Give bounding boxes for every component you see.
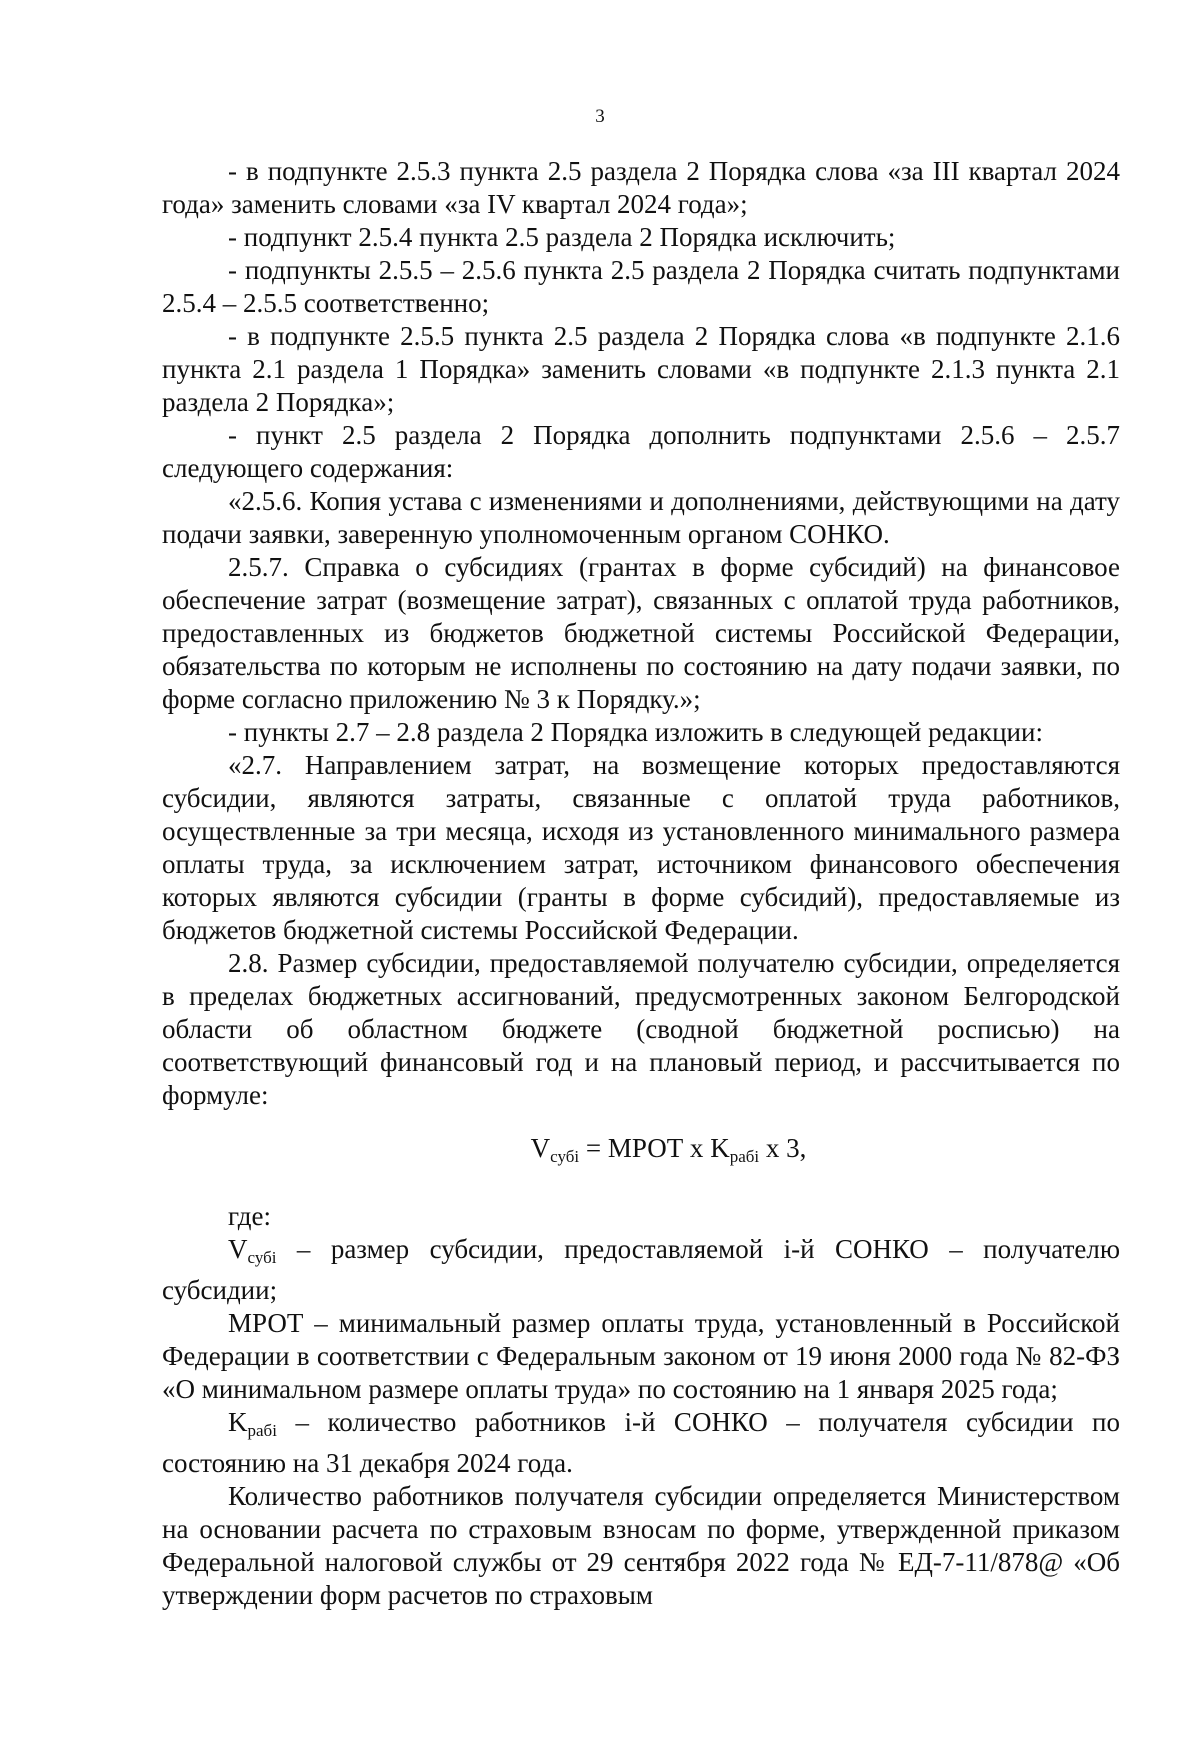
paragraph-supplement-2-5: - пункт 2.5 раздела 2 Порядка дополнить подпунктами 2.5.6 – 2.5.7 следующего содержания: (162, 420, 1120, 483)
paragraph-employee-count: Количество работников получателя субсидии определяется Министерством на основании расчета по страховым взносам по форме, утвержденной приказом Федеральной налоговой службы от 29 сентября 2022 года № ЕД-7-11/878@ «Об утверждении форм расчетов по страховым (162, 1481, 1120, 1610)
def-v-subscript: субi (247, 1248, 277, 1267)
paragraph-2-7: «2.7. Направлением затрат, на возмещение которых предоставляются субсидии, являются затраты, связанные с оплатой труда работников, осуществленные за три месяца, исходя из установленного минимального размера оплаты труда, за исключением затрат, источником финансового обеспечения которых являются субсидии (гранты в форме субсидий), предоставляемые из бюджетов бюджетной системы Российской Федерации. (162, 750, 1120, 945)
formula-v-subscript: субi (550, 1147, 580, 1166)
paragraph-2-8: 2.8. Размер субсидии, предоставляемой получателю субсидии, определяется в пределах бюджетных ассигнований, предусмотренных законом Белгородской области об областном бюджете (сводной бюджетной росписью) на соответствующий финансовый год и на плановый период, и рассчитывается по формуле: (162, 948, 1120, 1110)
subsidy-formula (162, 1132, 1120, 1173)
definition-k-rab (162, 1406, 1120, 1480)
paragraph-amend-2-5-5: - в подпункте 2.5.5 пункта 2.5 раздела 2 Порядка слова «в подпункте 2.1.6 пункта 2.1 раздела 1 Порядка» заменить словами «в подпункте 2.1.3 пункта 2.1 раздела 2 Порядка»; (162, 321, 1120, 417)
formula-k-letter: K (710, 1133, 730, 1163)
definition-mrot: МРОТ – минимальный размер оплаты труда, установленный в Российской Федерации в соответствии с Федеральным законом от 19 июня 2000 года № 82-ФЗ «О минимальном размере оплаты труда» по состоянию на 1 января 2025 года; (162, 1308, 1120, 1404)
def-v-text: – размер субсидии, предоставляемой i-й СОНКО – получателю субсидии; (162, 1234, 1120, 1305)
definition-v-sub (162, 1233, 1120, 1307)
def-k-text: – количество работников i-й СОНКО – получателя субсидии по состоянию на 31 декабря 2024 года. (162, 1407, 1120, 1478)
def-v-letter: V (228, 1234, 248, 1264)
def-k-subscript: рабi (247, 1421, 277, 1440)
formula-tail: х 3, (759, 1133, 807, 1163)
paragraph-exclude-2-5-4: - подпункт 2.5.4 пункта 2.5 раздела 2 Порядка исключить; (228, 222, 896, 252)
def-k-letter: K (228, 1407, 248, 1437)
formula-middle: = МРОТ х (579, 1133, 711, 1163)
document-body (162, 155, 1120, 1612)
paragraph-restate-2-7-2-8: - пункты 2.7 – 2.8 раздела 2 Порядка изложить в следующей редакции: (228, 717, 1043, 747)
formula-k-subscript: рабi (729, 1147, 760, 1166)
formula-v-letter: V (530, 1133, 551, 1163)
paragraph-2-5-6: «2.5.6. Копия устава с изменениями и дополнениями, действующими на дату подачи заявки, заверенную уполномоченным органом СОНКО. (162, 486, 1120, 549)
page-number: 3 (595, 106, 605, 127)
paragraph-2-5-7: 2.5.7. Справка о субсидиях (грантах в форме субсидий) на финансовое обеспечение затрат (возмещение затрат), связанных с оплатой труда работников, предоставленных из бюджетов бюджетной системы Российской Федерации, обязательства по которым не исполнены по состоянию на дату подачи заявки, по форме согласно приложению № 3 к Порядку.»; (162, 552, 1120, 714)
paragraph-amend-2-5-3: - в подпункте 2.5.3 пункта 2.5 раздела 2 Порядка слова «за III квартал 2024 года» заменить словами «за IV квартал 2024 года»; (162, 156, 1120, 219)
paragraph-renumber-2-5-5: - подпункты 2.5.5 – 2.5.6 пункта 2.5 раздела 2 Порядка считать подпунктами 2.5.4 – 2.5.5 соответственно; (162, 255, 1120, 318)
where-label: где: (228, 1201, 271, 1231)
